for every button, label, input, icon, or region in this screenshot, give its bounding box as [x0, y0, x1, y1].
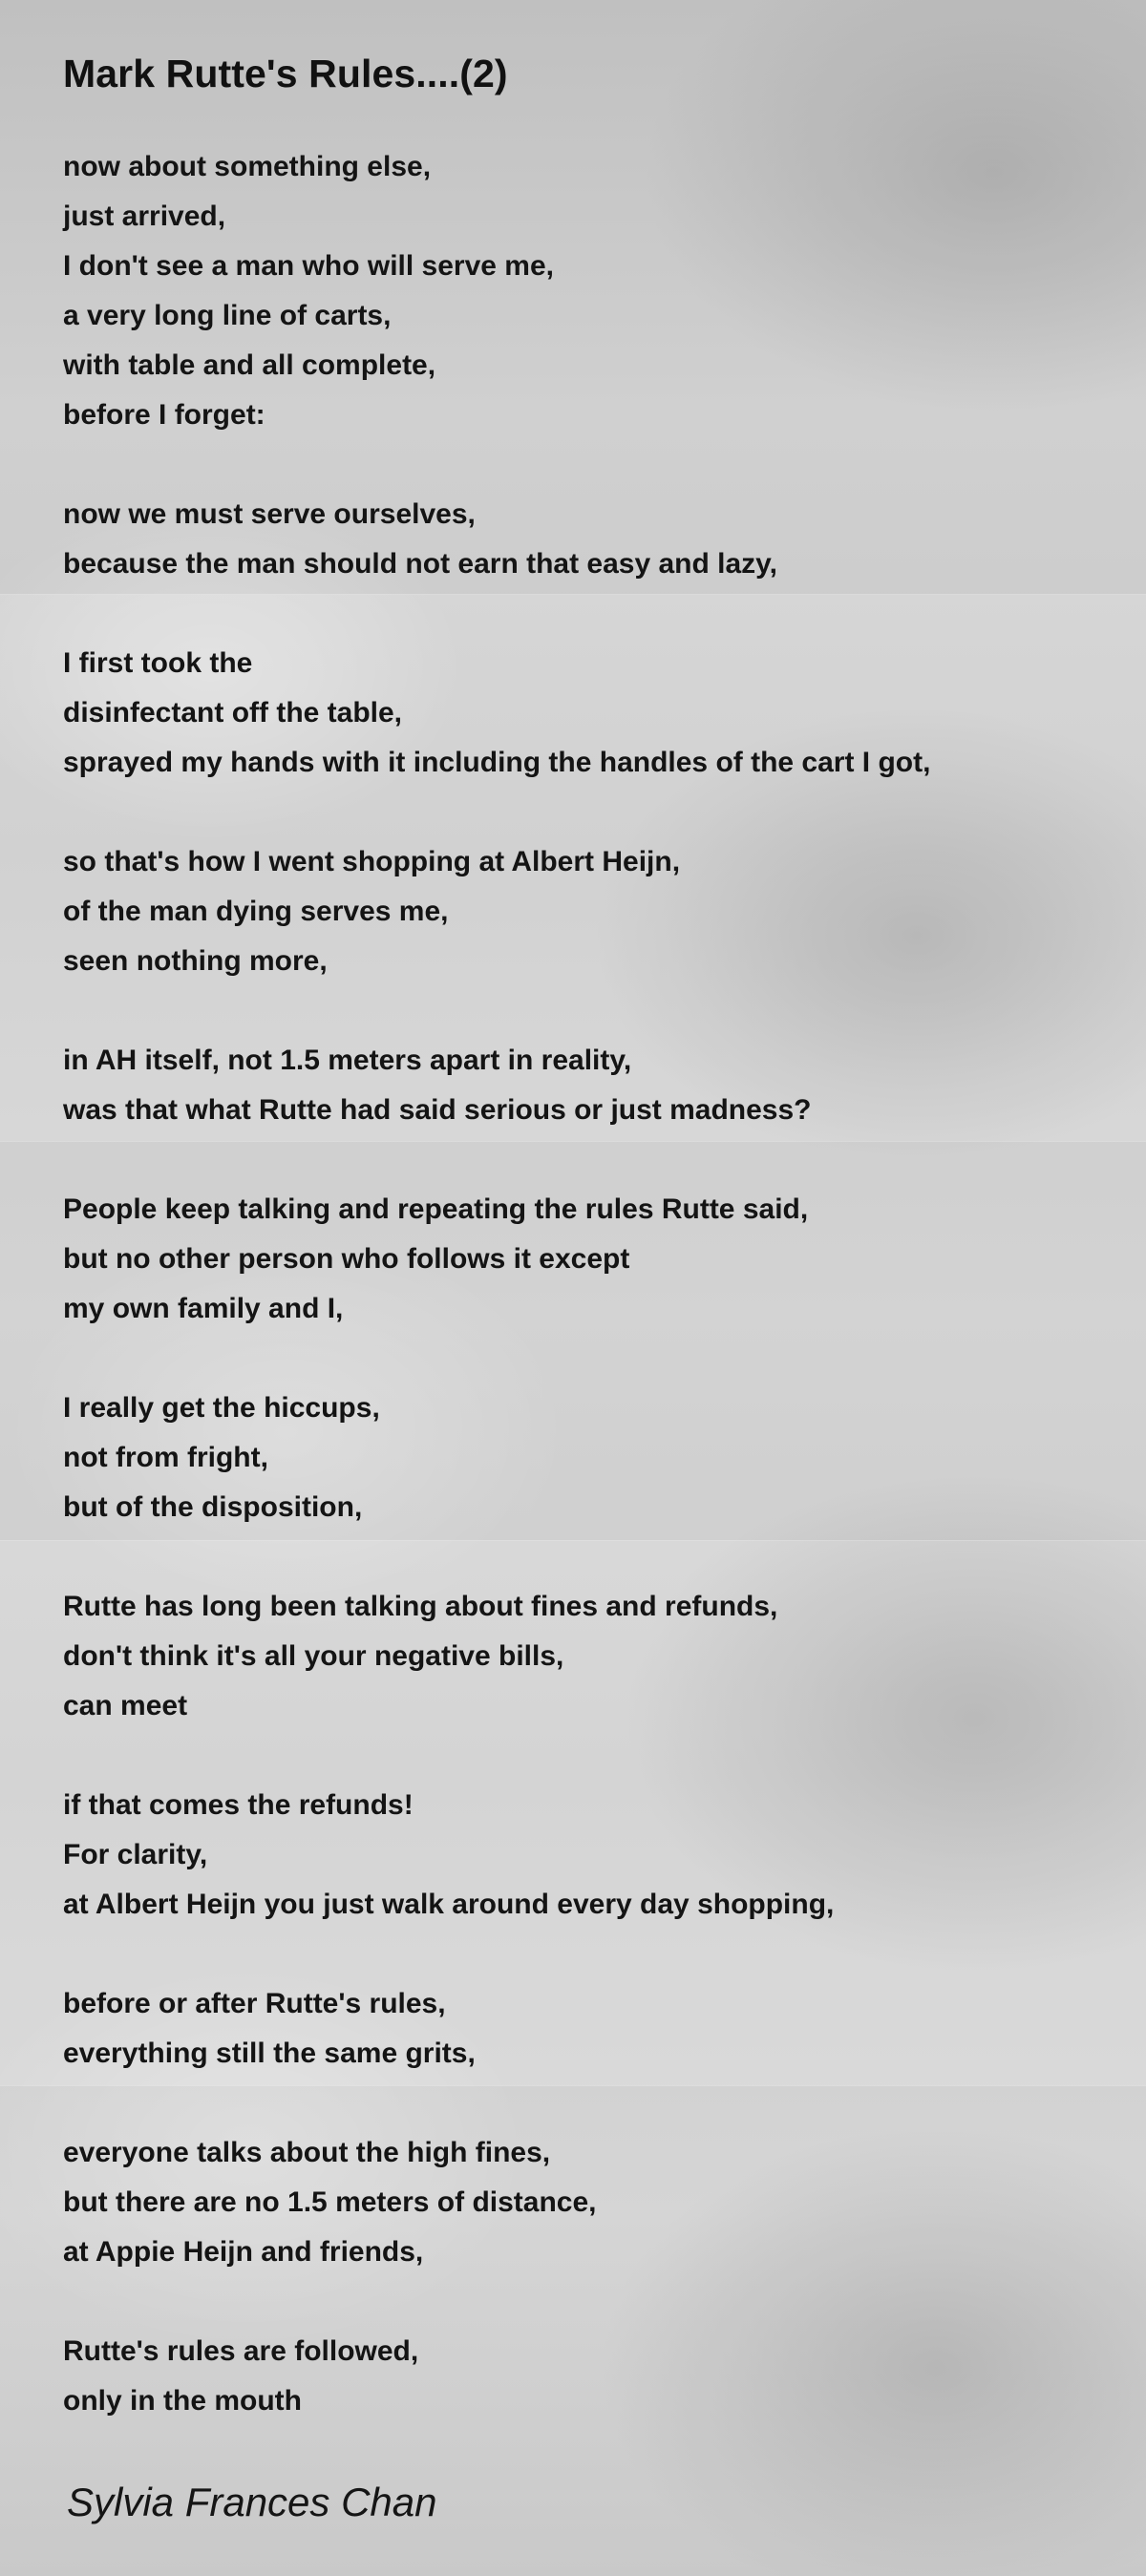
poem-line: my own family and I, [63, 1293, 344, 1324]
poem-line: before I forget: [63, 399, 265, 431]
poem-author: Sylvia Frances Chan [67, 2480, 437, 2524]
poem-line: sprayed my hands with it including the handles of the cart I got, [63, 747, 931, 778]
stanza-2 [63, 490, 1094, 589]
poem-body [63, 142, 1094, 2476]
poem-line: People keep talking and repeating the rules Rutte said, [63, 1193, 809, 1225]
poem-line: now we must serve ourselves, [63, 498, 476, 530]
poem-line: now about something else, [63, 151, 432, 182]
poem-line: so that's how I went shopping at Albert Heijn, [63, 846, 681, 877]
poem-line: but no other person who follows it except [63, 1243, 630, 1275]
poem-line: I first took the [63, 647, 253, 679]
stanza-12 [63, 2327, 1094, 2426]
stanza-7 [63, 1383, 1094, 1532]
poem-line: can meet [63, 1690, 188, 1721]
poem-line: I really get the hiccups, [63, 1392, 380, 1424]
poem-line: don't think it's all your negative bills, [63, 1640, 564, 1672]
poem-line: was that what Rutte had said serious or just madness? [63, 1094, 812, 1126]
poem-line: in AH itself, not 1.5 meters apart in reality, [63, 1045, 632, 1076]
poem-line: but there are no 1.5 meters of distance, [63, 2186, 597, 2218]
stanza-8 [63, 1582, 1094, 1731]
poem-line: I don't see a man who will serve me, [63, 250, 554, 282]
poem-line: at Albert Heijn you just walk around every day shopping, [63, 1889, 835, 1920]
poem-line: but of the disposition, [63, 1491, 363, 1523]
poem-line: everyone talks about the high fines, [63, 2137, 551, 2168]
stanza-4 [63, 837, 1094, 986]
poem-line: only in the mouth [63, 2385, 302, 2417]
poem-line: because the man should not earn that easy and lazy, [63, 548, 777, 580]
poem-line: For clarity, [63, 1839, 208, 1870]
stanza-6 [63, 1185, 1094, 1334]
poem-line: a very long line of carts, [63, 300, 392, 331]
poem-line: of the man dying serves me, [63, 896, 449, 927]
poem-line: everything still the same grits, [63, 2038, 476, 2069]
stanza-9 [63, 1781, 1094, 1930]
stanza-11 [63, 2128, 1094, 2277]
poem-title: Mark Rutte's Rules....(2) [63, 52, 508, 95]
poem-line: if that comes the refunds! [63, 1789, 414, 1821]
stanza-3 [63, 639, 1094, 788]
poem-line: with table and all complete, [63, 349, 436, 381]
stanza-5 [63, 1036, 1094, 1135]
stanza-10 [63, 1979, 1094, 2079]
stanza-1 [63, 142, 1094, 440]
poem-line: seen nothing more, [63, 945, 328, 977]
poem-line: just arrived, [63, 201, 226, 232]
poem-line: disinfectant off the table, [63, 697, 403, 728]
poem-line: Rutte has long been talking about fines and refunds, [63, 1591, 778, 1622]
poem-line: before or after Rutte's rules, [63, 1988, 446, 2019]
poem-line: Rutte's rules are followed, [63, 2335, 419, 2367]
poem-line: not from fright, [63, 1442, 268, 1473]
poem-line: at Appie Heijn and friends, [63, 2236, 424, 2268]
